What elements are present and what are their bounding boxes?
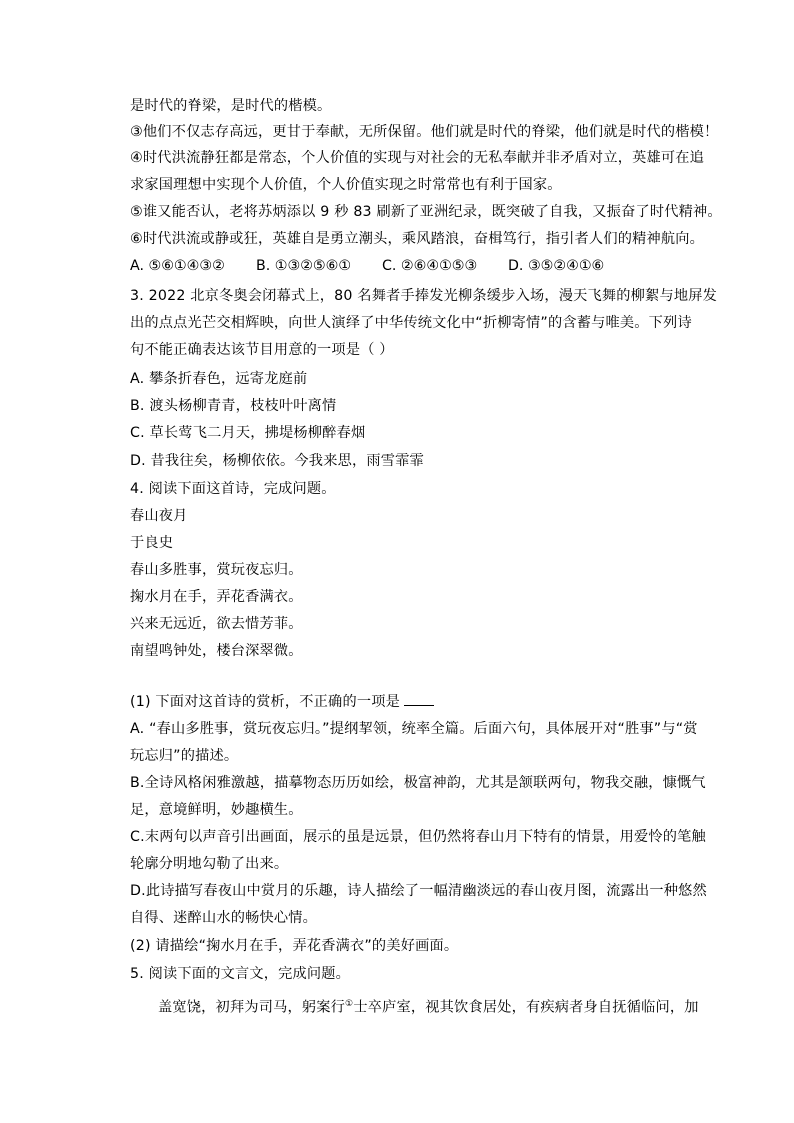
- poem-author: 于良史: [130, 535, 174, 551]
- q2-item-4-cont: 求家国理想中实现个人价值，个人价值实现之时常常也有利于国家。: [130, 177, 562, 193]
- q2-option-d: D. ③⑤②④①⑥: [508, 258, 605, 274]
- q2-option-b: B. ①③②⑤⑥①: [256, 258, 352, 274]
- q2-item-4: ④时代洪流静狂都是常态，个人价值的实现与对社会的无私奉献并非矛盾对立，英雄可在追: [130, 150, 705, 166]
- answer-blank: [404, 691, 434, 706]
- poem-line-2: 掬水月在手，弄花香满衣。: [130, 589, 303, 605]
- q3-option-b: B. 渡头杨柳青青，枝枝叶叶离情: [130, 398, 337, 414]
- q3-option-d: D. 昔我往矣，杨柳依依。今我来思，雨雪霏霏: [130, 453, 424, 469]
- analysis-d-2: 自得、迷醉山水的畅快心情。: [130, 910, 318, 926]
- q4-sub1: (1) 下面对这首诗的赏析，不正确的一项是: [130, 691, 434, 713]
- poem-line-4: 南望鸣钟处，楼台深翠微。: [130, 643, 303, 659]
- q5-passage-line: 盖宽饶，初拜为司马，躬案行①士卒庐室，视其饮食居处，有疾病者身自抚循临问，加: [158, 999, 699, 1016]
- poem-line-1: 春山多胜事，赏玩夜忘归。: [130, 562, 303, 578]
- q2-item-5: ⑤谁又能否认，老将苏炳添以 9 秒 83 刷新了亚洲纪录，既突破了自我，又振奋了时代精神。: [130, 204, 722, 220]
- poem-line-3: 兴来无远近，欲去惜芳菲。: [130, 616, 303, 632]
- q3-stem-3: 句不能正确表达该节目用意的一项是（ ）: [130, 342, 394, 358]
- analysis-b-1: B.全诗风格闲雅激越，描摹物态历历如绘，极富神韵，尤其是颔联两句，物我交融，慷慨气: [130, 775, 706, 791]
- analysis-c-1: C.末两句以声音引出画面，展示的虽是远景，但仍然将春山月下特有的情景，用爱怜的笔触: [130, 829, 706, 845]
- q2-item-3: ③他们不仅志存高远，更甘于奉献，无所保留。他们就是时代的脊梁，他们就是时代的楷模！: [130, 124, 719, 140]
- q4-sub2: (2) 请描绘“掬水月在手，弄花香满衣”的美好画面。: [130, 938, 459, 954]
- analysis-b-2: 足，意境鲜明，妙趣横生。: [130, 802, 303, 818]
- intro-tail-line: 是时代的脊梁，是时代的楷模。: [130, 98, 332, 114]
- poem-title: 春山夜月: [130, 508, 188, 524]
- q5-stem: 5. 阅读下面的文言文，完成问题。: [130, 966, 351, 982]
- analysis-a-1: A. “春山多胜事，赏玩夜忘归。”提纲挈领，统率全篇。后面六句，具体展开对“胜事”与“赏: [130, 721, 698, 737]
- q2-item-6: ⑥时代洪流或静或狂，英雄自是勇立潮头，乘风踏浪，奋楫笃行，指引者人们的精神航向。: [130, 231, 705, 247]
- q3-option-a: A. 攀条折春色，远寄龙庭前: [130, 371, 308, 387]
- q2-option-a: A. ⑤⑥①④③②: [130, 258, 225, 274]
- q4-stem: 4. 阅读下面这首诗，完成问题。: [130, 481, 336, 497]
- q3-option-c: C. 草长莺飞二月天，拂堤杨柳醉春烟: [130, 425, 366, 441]
- analysis-a-2: 玩忘归”的描述。: [130, 748, 239, 764]
- q3-stem-1: 3. 2022 北京冬奥会闭幕式上，80 名舞者手捧发光柳条缓步入场，漫天飞舞的柳絮与地屏发: [130, 288, 717, 304]
- analysis-c-2: 轮廓分明地勾勒了出来。: [130, 856, 289, 872]
- q3-stem-2: 出的点点光芒交相辉映，向世人演绎了中华传统文化中“折柳寄情”的含蓄与唯美。下列诗: [130, 315, 692, 331]
- q2-option-c: C. ②⑥④①⑤③: [382, 258, 478, 274]
- q2-options: [130, 255, 604, 277]
- analysis-d-1: D.此诗描写春夜山中赏月的乐趣，诗人描绘了一幅清幽淡远的春山夜月图，流露出一种悠然: [130, 883, 707, 899]
- footnote-marker: ①: [345, 999, 354, 1009]
